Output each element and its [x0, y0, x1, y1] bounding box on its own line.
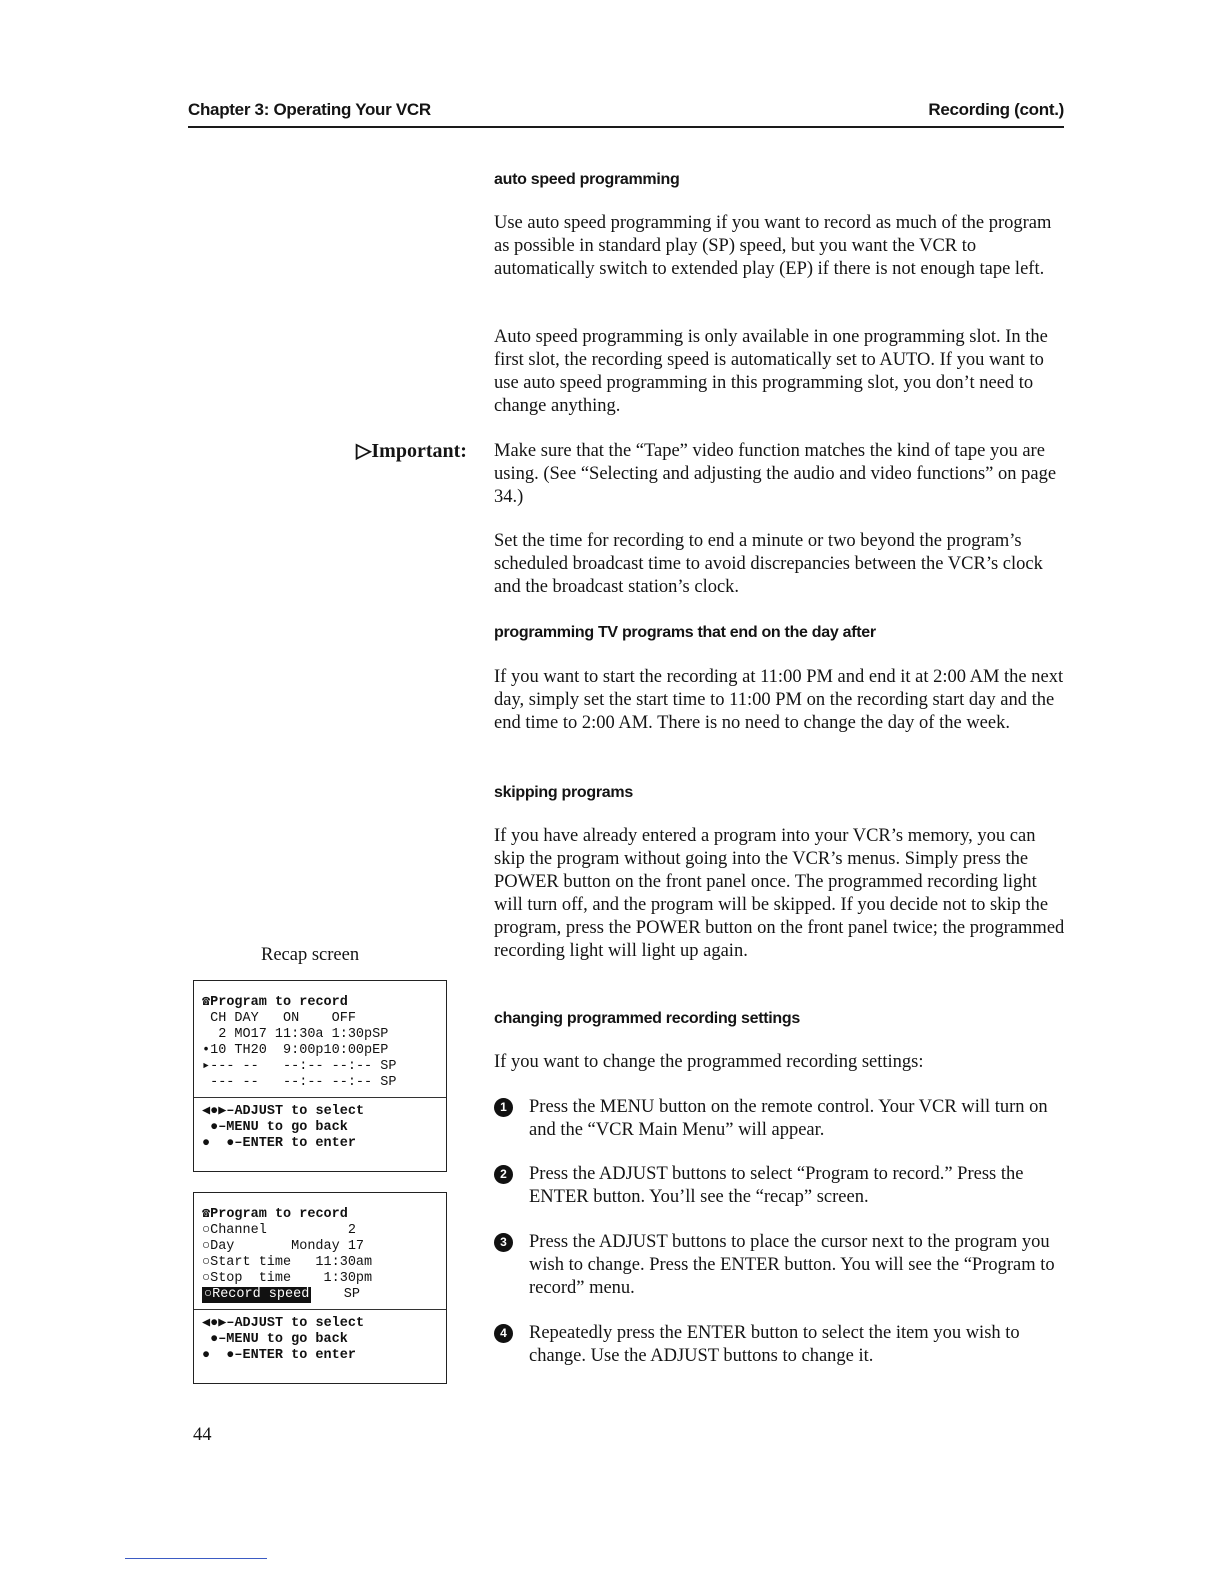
heading-changing: changing programmed recording settings	[494, 1010, 800, 1027]
chapter-header: Chapter 3: Operating Your VCR	[188, 100, 431, 119]
screen-divider	[194, 1097, 446, 1098]
heading-day-after: programming TV programs that end on the day after	[494, 624, 876, 641]
menu-item-stop-time: ○Stop time 1:30pm	[202, 1271, 373, 1286]
help-adjust: ◀●▶–ADJUST to select	[202, 1316, 365, 1331]
recap-row: --- -- --:-- --:-- SP	[202, 1075, 397, 1090]
record-speed-value: SP	[343, 1287, 360, 1302]
step-text: Repeatedly press the ENTER button to select the item you wish to change. Use the ADJUST buttons to change it.	[529, 1323, 1020, 1366]
menu-item-day: ○Day Monday 17	[202, 1239, 365, 1254]
recap-caption: Recap screen	[261, 945, 360, 965]
skipping-paragraph: If you have already entered a program into your VCR’s memory, you can skip the program without going into the VCR’s menus. Simply press the POWER button on the front panel once. The programmed recording light will turn off, and the program will be skipped. If you decide not to skip the program, press the POWER button on the front panel twice; the programmed recording light will light up again.	[494, 826, 1065, 961]
record-speed-highlight: ○Record speed	[204, 1287, 310, 1302]
section-header: Recording (cont.)	[928, 100, 1064, 119]
help-enter: ● ●–ENTER to enter	[202, 1348, 356, 1363]
recap-row: ▸--- -- --:-- --:-- SP	[202, 1059, 397, 1074]
heading-auto-speed: auto speed programming	[494, 171, 680, 188]
screen-divider	[194, 1309, 446, 1310]
program-to-record-screen	[193, 1192, 447, 1384]
important-paragraph-2: Set the time for recording to end a minute or two beyond the program’s scheduled broadcast time to avoid discrepancies between the VCR’s clock and the broadcast station’s clock.	[494, 531, 1043, 597]
help-menu: ●–MENU to go back	[202, 1120, 348, 1135]
changing-intro: If you want to change the programmed recording settings:	[494, 1052, 924, 1072]
heading-skipping: skipping programs	[494, 784, 633, 801]
day-after-paragraph: If you want to start the recording at 11:00 PM and end it at 2:00 AM the next day, simply set the start time to 11:00 PM on the recording start day and the end time to 2:00 AM. There is no need to change the day of the week.	[494, 667, 1064, 733]
step-text: Press the MENU button on the remote control. Your VCR will turn on and the “VCR Main Menu” will appear.	[529, 1097, 1048, 1140]
header-rule	[188, 126, 1064, 128]
page-number: 44	[193, 1425, 212, 1445]
auto-speed-paragraph-2: Auto speed programming is only available in one programming slot. In the first slot, the recording speed is automatically set to AUTO. If you want to use auto speed programming in this programming slot, you don’t need to change anything.	[494, 327, 1048, 416]
screen-title: ☎Program to record	[202, 995, 348, 1010]
help-enter: ● ●–ENTER to enter	[202, 1136, 356, 1151]
step-number: 4	[494, 1324, 513, 1343]
footer-line	[125, 1558, 267, 1559]
screen-title: ☎Program to record	[202, 1207, 348, 1222]
step-number: 2	[494, 1165, 513, 1184]
auto-speed-paragraph-1: Use auto speed programming if you want to record as much of the program as possible in standard play (SP) speed, but you want the VCR to automatically switch to extended play (EP) if there is not enough tape left.	[494, 213, 1052, 279]
recap-row: CH DAY ON OFF	[202, 1011, 356, 1026]
menu-item-record-speed	[194, 1287, 446, 1303]
step-text: Press the ADJUST buttons to select “Program to record.” Press the ENTER button. You’ll see the “recap” screen.	[529, 1164, 1024, 1207]
recap-row: •10 TH20 9:00p10:00pEP	[202, 1043, 389, 1058]
menu-item-start-time: ○Start time 11:30am	[202, 1255, 373, 1270]
step-text: Press the ADJUST buttons to place the cursor next to the program you wish to change. Press the ENTER button. You will see the “Program to record” menu.	[529, 1232, 1055, 1298]
step-number: 3	[494, 1233, 513, 1252]
important-label: ▷Important:	[356, 440, 467, 462]
recap-screen	[193, 980, 447, 1172]
menu-item-channel: ○Channel 2	[202, 1223, 356, 1238]
recap-row: 2 MO17 11:30a 1:30pSP	[202, 1027, 389, 1042]
help-menu: ●–MENU to go back	[202, 1332, 348, 1347]
important-paragraph-1: Make sure that the “Tape” video function matches the kind of tape you are using. (See “Selecting and adjusting the audio and video functions” on page 34.)	[494, 441, 1057, 507]
help-adjust: ◀●▶–ADJUST to select	[202, 1104, 365, 1119]
step-number: 1	[494, 1098, 513, 1117]
